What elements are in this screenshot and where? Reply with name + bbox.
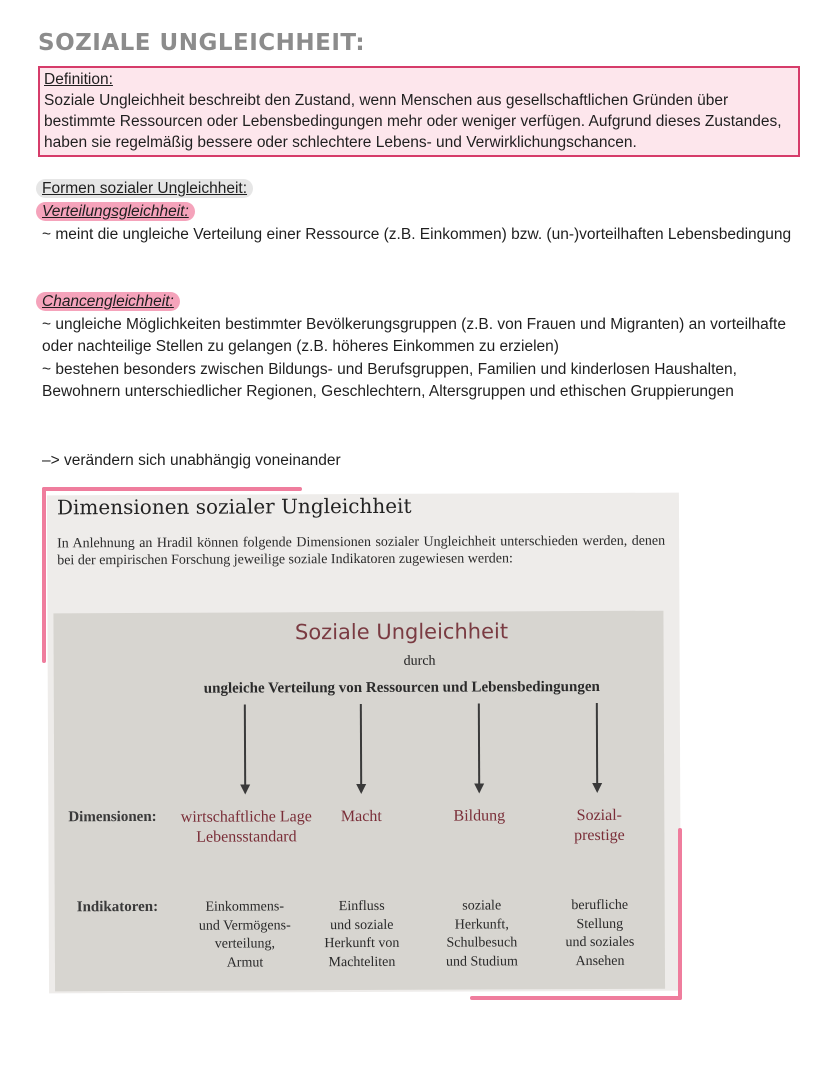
dimensions-label: Dimensionen: (68, 808, 157, 826)
indicator-sozialprestige: berufliche Stellung und soziales Ansehen (565, 897, 635, 969)
diagram-durch: durch (403, 653, 436, 669)
arrow-down-icon (596, 703, 598, 791)
chancen-term: Chancengleichheit: (42, 291, 180, 313)
arrow-down-icon (360, 704, 362, 792)
definition-heading: Definition: (44, 71, 113, 88)
conclusion-text: –> verändern sich unabhängig voneinander (42, 452, 341, 469)
forms-heading: Formen sozialer Ungleichheit: (42, 178, 253, 200)
page-title: SOZIALE UNGLEICHHEIT: (38, 30, 365, 56)
bracket-left-line (42, 487, 46, 663)
dimension-bildung: Bildung (453, 807, 506, 825)
diagram (53, 611, 665, 992)
scan-title: Dimensionen sozialer Ungleichheit (56, 493, 412, 520)
indicator-bildung: soziale Herkunft, Schulbesuch und Studium (445, 898, 518, 970)
dimension-sozialprestige: Sozial- prestige (574, 806, 625, 845)
indicators-label: Indikatoren: (76, 898, 159, 916)
verteilung-term: Verteilungsgleichheit: (42, 201, 195, 223)
verteilung-desc: ~ meint die ungleiche Verteilung einer Ressource (z.B. Einkommen) bzw. (un-)vorteilhaften Lebensbedingung (42, 226, 792, 243)
scan-intro: In Anlehnung an Hradil können folgende Dimensionen sozialer Ungleichheit unterschieden werden, denen bei der empirischen Forschung jeweilige soziale Indikatoren zugewiesen werden: (57, 533, 666, 569)
bracket-top-line (42, 487, 302, 491)
chancen-desc-1: ~ ungleiche Möglichkeiten bestimmter Bevölkerungsgruppen (z.B. von Frauen und Migranten) an vorteilhafte oder nachteilige Stellen zu gelangen (z.B. höheres Einkommen zu erzielen) (42, 316, 786, 355)
bracket-bottom-line (470, 996, 682, 1000)
definition-box (38, 66, 800, 157)
dimension-macht: Macht (340, 807, 382, 826)
diagram-subtitle: ungleiche Verteilung von Ressourcen und Lebensbedingungen (203, 678, 600, 697)
bracket-right-line (678, 828, 682, 1000)
chancen-desc-2: ~ bestehen besonders zwischen Bildungs- und Berufsgruppen, Familien und kinderlosen Haushalten, Bewohnern unterschiedlicher Regionen, Geschlechtern, Altersgruppen und ethischen Gruppierungen (42, 361, 737, 400)
scanned-figure (47, 493, 681, 994)
diagram-title: Soziale Ungleichheit (294, 619, 509, 645)
arrow-down-icon (478, 703, 480, 791)
arrow-down-icon (244, 705, 246, 793)
indicator-wirtschaft: Einkommens- und Vermögens- verteilung, Armut (198, 899, 291, 971)
dimension-wirtschaft: wirtschaftliche Lage Lebensstandard (180, 808, 312, 846)
indicator-macht: Einfluss und soziale Herkunft von Machteliten (324, 898, 400, 970)
definition-text: Soziale Ungleichheit beschreibt den Zustand, wenn Menschen aus gesellschaftlichen Gründen über bestimmte Ressourcen oder Lebensbedingungen mehr oder weniger verfügen. Aufgrund dieses Zustandes, haben sie regelmäßig bessere oder schlechtere Lebens- und Verwirklichungschancen. (44, 92, 782, 151)
